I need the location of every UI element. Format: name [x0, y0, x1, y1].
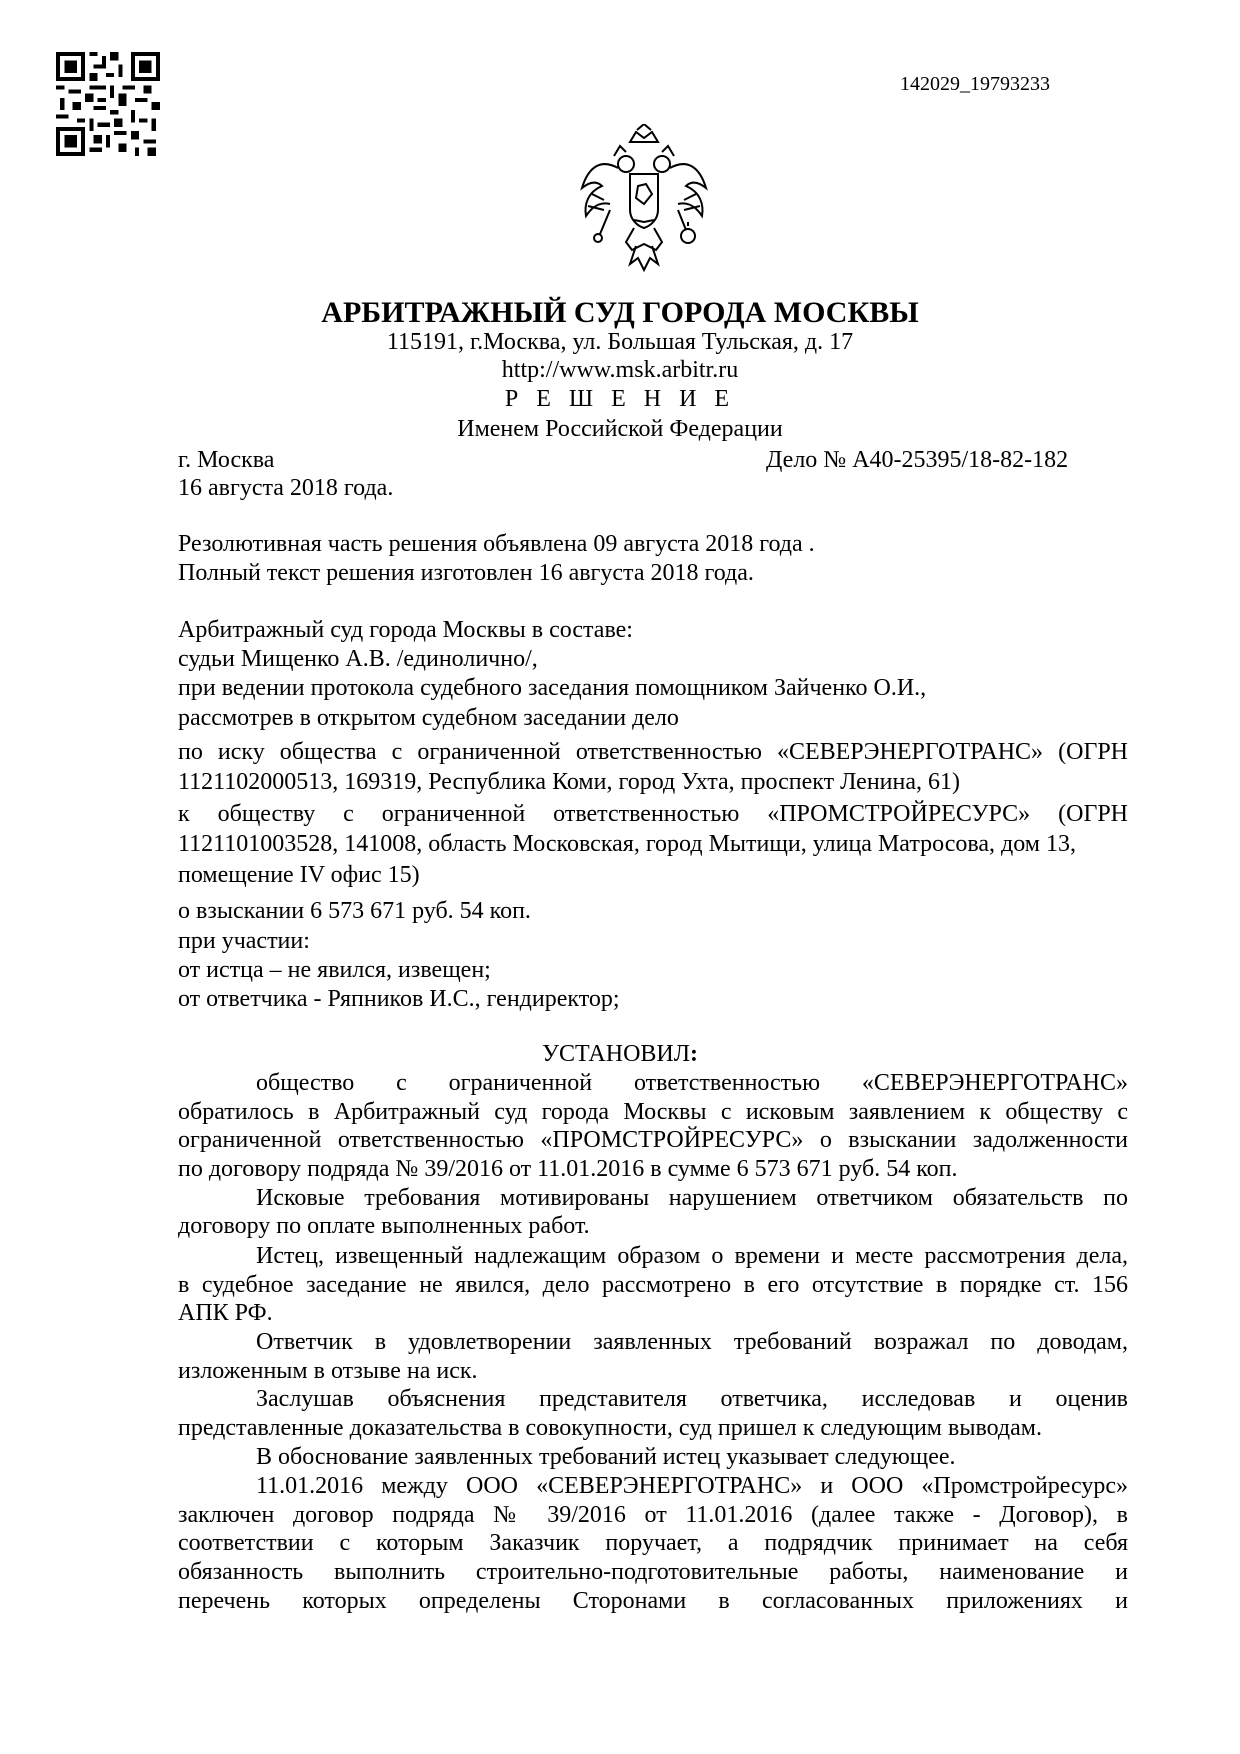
intro-line: 1121102000513, 169319, Республика Коми, город Ухта, проспект Ленина, 61) — [178, 769, 961, 795]
body-line: соответствии с которым Заказчик поручает, а подрядчик принимает на себя — [178, 1530, 1128, 1556]
body-line: Истец, извещенный надлежащим образом о времени и месте рассмотрения дела, — [256, 1243, 1128, 1269]
established-heading — [0, 1040, 1240, 1069]
intro-line: от ответчика - Ряпников И.С., гендиректор; — [178, 986, 620, 1012]
intro-line: помещение IV офис 15) — [178, 862, 420, 888]
body-line: обязанность выполнить строительно-подготовительные работы, наименование и — [178, 1559, 1128, 1585]
body-line: АПК РФ. — [178, 1300, 273, 1326]
case-number: Дело № А40-25395/18-82-182 — [766, 447, 1069, 473]
body-line: договору по оплате выполненных работ. — [178, 1213, 590, 1239]
coat-of-arms-emblem-icon — [574, 124, 714, 274]
established-title: УСТАНОВИЛ — [541, 1041, 691, 1067]
intro-line: судьи Мищенко А.В. /единолично/, — [178, 646, 538, 672]
body-line: по договору подряда № 39/2016 от 11.01.2016 в сумме 6 573 671 руб. 54 коп. — [178, 1156, 958, 1182]
intro-line: о взыскании 6 573 671 руб. 54 коп. — [178, 898, 531, 924]
body-line: ограниченной ответственностью «ПРОМСТРОЙРЕСУРС» о взыскании задолженности — [178, 1127, 1128, 1153]
body-line: В обоснование заявленных требований истец указывает следующее. — [256, 1444, 956, 1470]
body-line: изложенным в отзыве на иск. — [178, 1358, 478, 1384]
body-line: 11.01.2016 между ООО «СЕВЕРЭНЕРГОТРАНС» и ООО «Промстройресурс» — [256, 1473, 1128, 1499]
full-text-prepared-line: Полный текст решения изготовлен 16 августа 2018 года. — [178, 560, 754, 586]
intro-line: при участии: — [178, 928, 310, 954]
court-address: 115191, г.Москва, ул. Большая Тульская, д. 17 — [386, 329, 854, 355]
body-line: представленные доказательства в совокупности, суд пришел к следующим выводам. — [178, 1415, 1042, 1441]
body-line: Ответчик в удовлетворении заявленных требований возражал по доводам, — [256, 1329, 1128, 1355]
body-line: заключен договор подряда № 39/2016 от 11.01.2016 (далее также - Договор), в — [178, 1502, 1128, 1528]
intro-line: к обществу с ограниченной ответственностью «ПРОМСТРОЙРЕСУРС» (ОГРН — [178, 801, 1128, 827]
intro-line: от истца – не явился, извещен; — [178, 957, 491, 983]
court-name: АРБИТРАЖНЫЙ СУД ГОРОДА МОСКВЫ — [321, 296, 919, 329]
body-line: Исковые требования мотивированы нарушением ответчиком обязательств по — [256, 1185, 1128, 1211]
body-line: общество с ограниченной ответственностью «СЕВЕРЭНЕРГОТРАНС» — [256, 1070, 1128, 1096]
intro-line: Арбитражный суд города Москвы в составе: — [178, 617, 633, 643]
decision-date: 16 августа 2018 года. — [178, 475, 394, 501]
body-line: в судебное заседание не явился, дело рассмотрено в его отсутствие в порядке ст. 156 — [178, 1272, 1128, 1298]
document-type: Р Е Ш Е Н И Е — [504, 386, 736, 412]
document-id: 142029_19793233 — [900, 73, 1050, 95]
city: г. Москва — [178, 447, 275, 473]
in-name-of: Именем Российской Федерации — [457, 416, 783, 442]
intro-line: по иску общества с ограниченной ответственностью «СЕВЕРЭНЕРГОТРАНС» (ОГРН — [178, 739, 1128, 765]
intro-line: при ведении протокола судебного заседания помощником Зайченко О.И., — [178, 675, 927, 701]
intro-line: рассмотрев в открытом судебном заседании дело — [178, 705, 679, 731]
established-colon: : — [690, 1041, 699, 1067]
body-line: обратилось в Арбитражный суд города Москвы с исковым заявлением к обществу с — [178, 1099, 1128, 1125]
body-line: перечень которых определены Сторонами в согласованных приложениях и — [178, 1588, 1128, 1614]
intro-line: 1121101003528, 141008, область Московская, город Мытищи, улица Матросова, дом 13, — [178, 831, 1076, 857]
body-line: Заслушав объяснения представителя ответчика, исследовав и оценив — [256, 1386, 1128, 1412]
court-website-link[interactable]: http://www.msk.arbitr.ru — [501, 357, 739, 383]
qr-code-icon — [56, 52, 160, 156]
resolution-announced-line: Резолютивная часть решения объявлена 09 августа 2018 года . — [178, 531, 815, 557]
